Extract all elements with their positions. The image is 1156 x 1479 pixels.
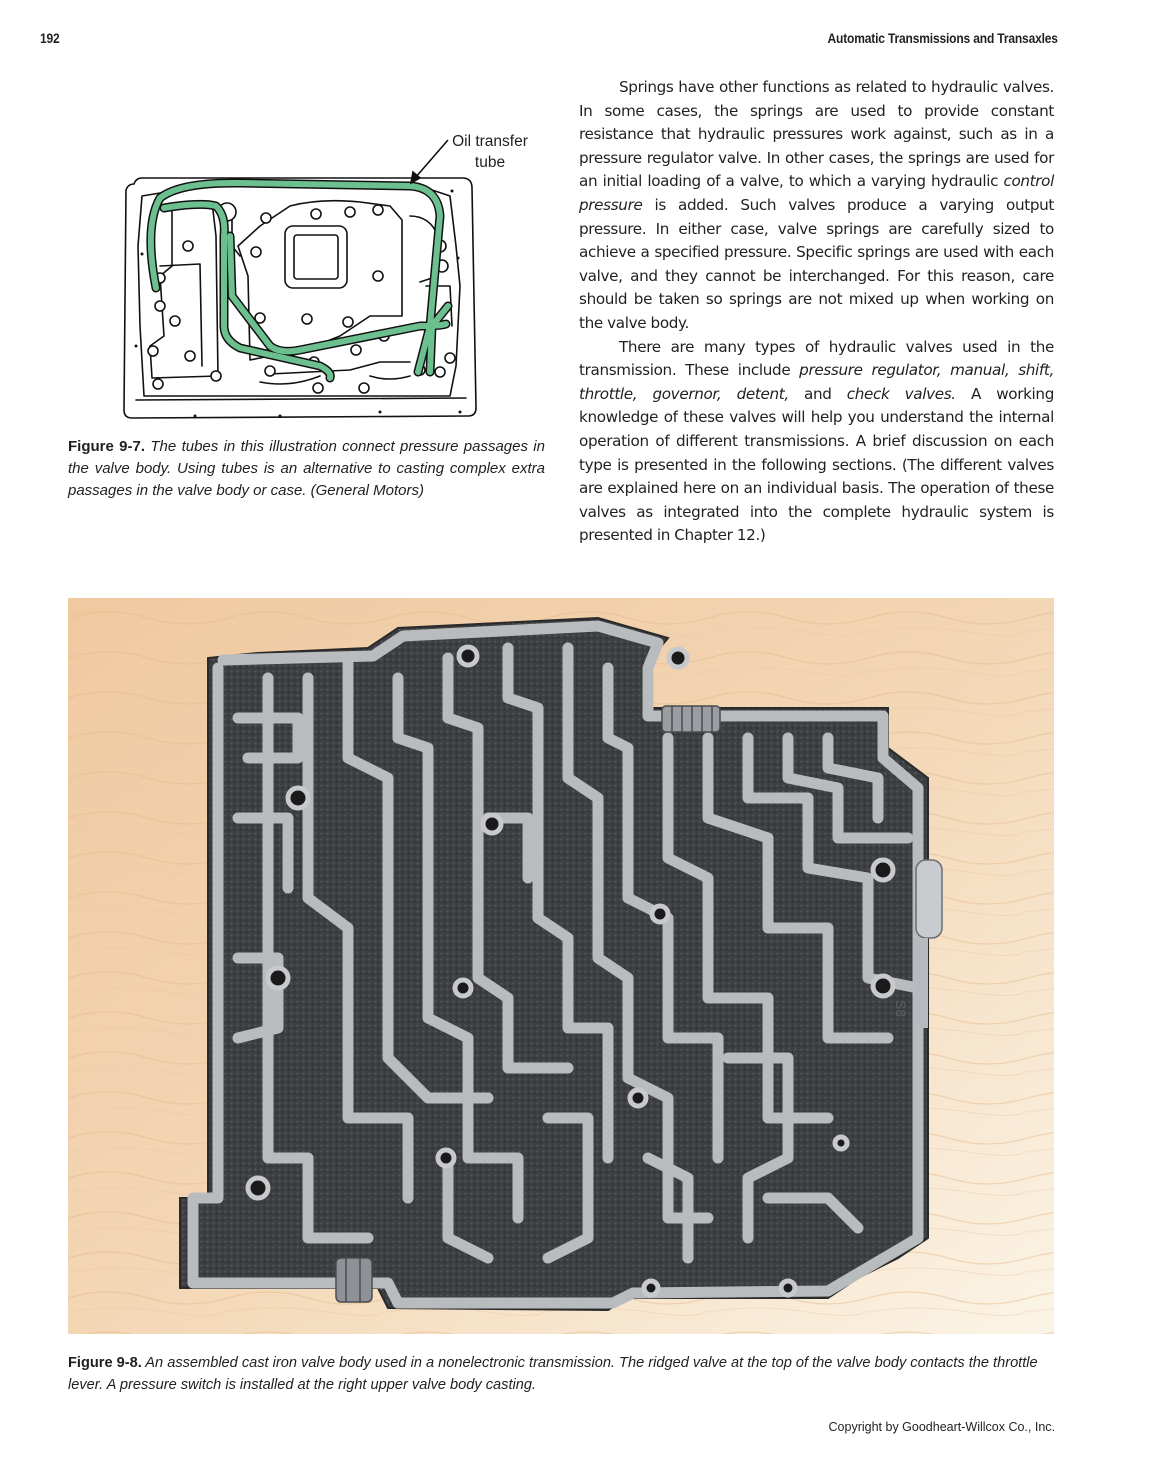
body-text-column [579, 76, 1054, 548]
text-run: A working knowledge of these valves will help you understand the internal operation of different transmissions. A brief discussion on each type is presented in the following sections. (The different valves are explained here on an individual basis. The operation of these valves as integrated into the complete hydraulic system is presented in Chapter 12.) [579, 384, 1054, 545]
paragraph-valve-types [579, 336, 1054, 548]
figure-9-7-caption [68, 436, 545, 502]
casting-stamp: S8 [893, 1000, 909, 1018]
text-run: Springs have other functions as related to hydraulic valves. In some cases, the springs are used to provide constant resistance that hydraulic pressures work against, such as in a pressure regulator valve. In other cases, the springs are used for an initial loading of a valve, to which a varying hydraulic [579, 78, 1054, 191]
term-control-pressure: control pressure [579, 172, 1054, 214]
caption-label: Figure 9-8. [68, 1355, 142, 1371]
callout-line-2: tube [474, 154, 506, 171]
caption-text: An assembled cast iron valve body used in a nonelectronic transmission. The ridged valve at the top of the valve body contacts the throttle lever. A pressure switch is installed at the right upper valve body casting. [68, 1355, 1038, 1393]
callout-line-1: Oil transfer [452, 133, 528, 150]
term-check-valves: check valves. [846, 384, 956, 403]
term-valve-list: pressure regulator, manual, shift, throttle, governor, detent, [579, 361, 1054, 403]
text-run: and [788, 384, 847, 403]
oil-transfer-tube-label [440, 131, 540, 173]
figure-9-8-caption [68, 1352, 1058, 1396]
running-head-title: Automatic Transmissions and Transaxles [827, 30, 1058, 46]
page-number: 192 [40, 30, 60, 46]
throttle-valve [662, 706, 720, 732]
caption-label: Figure 9-7. [68, 438, 146, 455]
caption-text: The tubes in this illustration connect pressure passages in the valve body. Using tubes is an alternative to casting complex extra passages in the valve body or case. (General Motors) [68, 438, 545, 499]
figure-9-8-photo [68, 598, 1054, 1334]
valve-plug [336, 1258, 372, 1302]
text-run: There are many types of hydraulic valves used in the transmission. These include [579, 337, 1054, 380]
paragraph-springs [579, 76, 1054, 336]
copyright-notice: Copyright by Goodheart-Willcox Co., Inc. [828, 1420, 1055, 1434]
text-run: is added. Such valves produce a varying output pressure. In either case, valve springs are carefully sized to achieve a specified pressure. Specific springs are used with each valve, and they cannot be interchanged. For this reason, care should be taken so springs are not mixed up when working on the valve body. [579, 195, 1054, 332]
